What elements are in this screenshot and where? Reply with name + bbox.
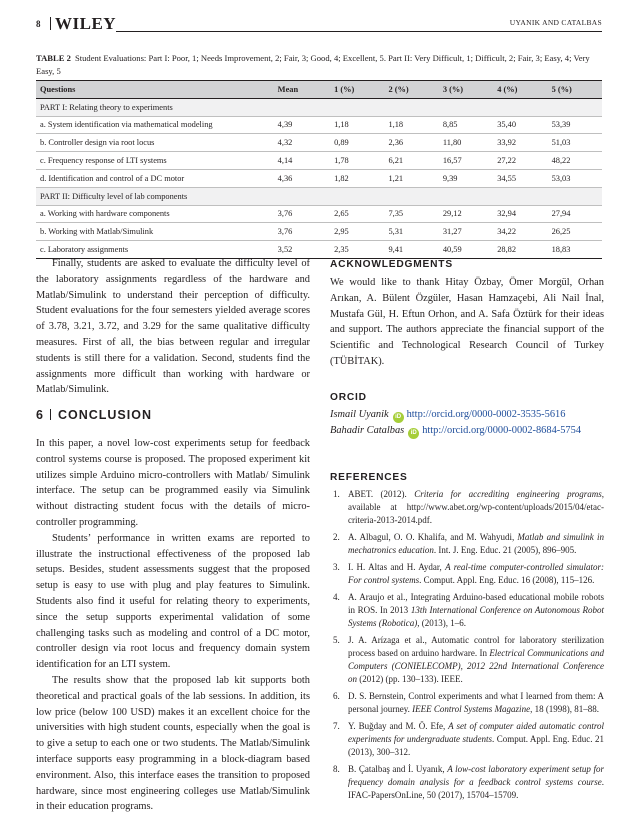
reference-title: Criteria for accrediting engineering programs [414, 489, 602, 499]
reference-text: ABET. (2012). [348, 489, 415, 499]
table-cell: 1,18 [334, 120, 349, 130]
acknowledgments-body [330, 275, 604, 370]
reference-text: J. A. Arízaga et al., Automatic control for laboratory sterilization process based on arduino hardware. In [348, 634, 604, 658]
part2-title: PART II: Difficulty level of lab components [36, 187, 602, 205]
reference-number: 6. [333, 690, 340, 701]
table-cell: c. Frequency response of LTI systems [40, 156, 167, 166]
table-cell: 26,25 [551, 227, 571, 237]
orcid-link[interactable]: http://orcid.org/0000-0002-3535-5616 [406, 409, 566, 420]
reference-text: . IFAC-PapersOnLine, 50 (2017), 15704–15709. [348, 776, 604, 800]
author-name: Bahadir Catalbas [330, 425, 405, 436]
table-cell: 34,55 [497, 173, 517, 183]
table-section-row [36, 98, 602, 116]
section-heading-references: REFERENCES [330, 472, 408, 483]
page-number: 8 [36, 19, 41, 29]
reference-title: 13th International Conference on Autonomous Robot Systems (Robotica) [348, 604, 604, 628]
table-cell: 32,94 [497, 209, 517, 219]
reference-number: 1. [333, 489, 340, 499]
table-row [36, 134, 602, 152]
table-cell: 28,82 [497, 245, 517, 255]
reference-text: I. H. Altas and H. Aydar, [348, 561, 446, 572]
orcid-link[interactable]: http://orcid.org/0000-0002-8684-5754 [422, 425, 582, 436]
table-cell: 27,22 [497, 156, 517, 166]
column-header: Mean [274, 81, 330, 99]
table-cell: 16,57 [442, 156, 462, 166]
table-cell: 35,40 [497, 120, 517, 130]
section-heading-orcid: ORCID [330, 392, 367, 403]
column-header: 2 (%) [384, 81, 438, 99]
table-header-row [36, 81, 602, 99]
column-header: 5 (%) [548, 81, 602, 99]
reference-text: Y. Buğday and M. Ö. Efe, [348, 720, 449, 731]
reference-text: A. Araujo et al., Integrating Arduino-based educational mobile robots in ROS. In 2013 [348, 591, 604, 615]
reference-item [330, 720, 604, 760]
reference-number: 5. [333, 634, 340, 645]
table-cell: 31,27 [442, 227, 462, 237]
table-cell: 8,85 [442, 120, 458, 130]
table-cell: 5,31 [388, 227, 404, 237]
reference-number: 4. [333, 591, 340, 602]
table-caption-text: Student Evaluations: Part I: Poor, 1; Needs Improvement, 2; Fair, 3; Good, 4; Excellent, 5. Part II: Very Difficult, 1; Difficult, 2; Fair, 3; Easy, 4; Very Easy, 5 [36, 53, 590, 76]
section-title: CONCLUSION [57, 408, 152, 422]
reference-item [330, 763, 604, 803]
table-cell: 40,59 [442, 245, 462, 255]
table-cell: 2,95 [334, 227, 349, 237]
table-cell: 1,18 [388, 120, 404, 130]
orcid-icon: iD [393, 412, 404, 423]
reference-item [330, 591, 604, 631]
table-cell: 4,39 [277, 120, 293, 130]
table-cell: 9,39 [442, 173, 458, 183]
reference-number: 2. [333, 532, 340, 542]
author-name: Ismail Uyanik [330, 409, 389, 420]
section-heading-conclusion [36, 408, 310, 424]
orcid-list [330, 407, 604, 439]
intro-paragraph [36, 256, 310, 398]
conclusion-body [36, 436, 310, 815]
paragraph: Finally, students are asked to evaluate the difficulty level of the laboratory assignments regardless of the hardware and Matlab/Simulink to understand their perception of difficulty. Student evaluations for the four semesters yielded average scores of 3.78, 3.21, 3.72, and 3.29 for the same qualitative difficulty measures. First of all, the bias between regular and irregular students is still there for a validation. Second, students find the assignments more difficult than working with hardware or Matlab/Simulink. [36, 258, 310, 396]
reference-text: . Comput. Appl. Eng. Educ. 21 (2013), 300–312. [348, 733, 604, 757]
reference-item [330, 531, 604, 557]
reference-text: , available at http://www.abet.org/wp-content/uploads/2015/04/etac-criteria-2013-2014.pdf. [348, 489, 605, 526]
reference-text: , 18 (1998), 81–88. [530, 704, 600, 714]
section-separator [50, 409, 51, 420]
table-row [36, 169, 602, 187]
table-cell: b. Working with Matlab/Simulink [40, 227, 154, 237]
reference-title: Electrical Communications and Computers (CONIELECOMP), 2012 22nd International Conference on [348, 647, 604, 685]
table-cell: 29,12 [442, 209, 462, 219]
reference-text: , (2013), 1–6. [417, 618, 466, 628]
reference-number: 8. [333, 763, 340, 774]
table-cell: c. Laboratory assignments [40, 245, 129, 255]
reference-number: 3. [333, 561, 340, 572]
table-cell: 3,52 [277, 245, 293, 255]
reference-text: . Int. J. Eng. Educ. 21 (2005), 896–905. [433, 545, 577, 556]
table-cell: 34,22 [497, 227, 517, 237]
orcid-icon: iD [408, 428, 419, 439]
table-section-row [36, 187, 602, 205]
table-caption [36, 52, 602, 78]
publisher-logo: WILEY [55, 14, 117, 33]
reference-text: . Comput. Appl. Eng. Educ. 16 (2008), 115–126. [419, 575, 595, 585]
table-cell: 1,82 [334, 173, 349, 183]
paragraph: Students’ performance in written exams are reported to illustrate the instructional effectiveness of the proposed lab setups. Besides, student assessments suggest that the proposed setup is easy to use with plug and play features to Simulink. Students also find it useful for relating theory to experiments, since the setup supports experimental validation of some challenging tasks such as modeling and control of a DC motor, controller design via root locus and frequency domain system identification for an LTI system. [36, 532, 310, 671]
table-cell: 53,39 [551, 120, 571, 130]
reference-text: A. Albagul, O. O. Khalifa, and M. Wahyudi, [348, 532, 518, 542]
table-cell: b. Controller design via root locus [40, 138, 155, 148]
reference-item [330, 690, 604, 716]
part1-title: PART I: Relating theory to experiments [36, 98, 602, 116]
table-cell: 9,41 [388, 245, 404, 255]
header-rule [116, 31, 602, 32]
reference-number: 7. [333, 720, 340, 731]
paragraph: In this paper, a novel low-cost experiments setup for feedback control systems course is proposed. The proposed experiment kit utilizes simple Arduino micro-controllers with Matlab/ Simulink interface. The setup can be programmed easily via Simulink without distracting student focus with the details of micro-controller programming. [36, 438, 310, 528]
table-cell: a. System identification via mathematical modeling [40, 120, 213, 130]
orcid-entry [330, 423, 604, 439]
column-header: 1 (%) [330, 81, 384, 99]
table-cell: 2,36 [388, 138, 404, 148]
column-header: 3 (%) [439, 81, 493, 99]
references-list [330, 488, 604, 806]
section-number: 6 [36, 408, 44, 422]
table-cell: 18,83 [551, 245, 571, 255]
student-evaluations-table [36, 80, 602, 259]
table-row [36, 152, 602, 170]
table-cell: 33,92 [497, 138, 517, 148]
reference-item [330, 488, 604, 528]
column-header: 4 (%) [493, 81, 547, 99]
section-heading-acknowledgments: ACKNOWLEDGMENTS [330, 259, 453, 270]
reference-title: Matlab and simulink in mechatronics education [348, 532, 604, 556]
page-header [36, 12, 602, 38]
column-header: Questions [36, 81, 274, 99]
paragraph: The results show that the proposed lab kit supports both theoretical and practical goals of the lab sessions. In addition, its low price (below 100 USD) makes it an excellent choice for the universities with high student counts, especially when the goal is to give a setup to each one or two students. The Matlab/Simulink interface supports easy programming in a block-diagram based environment. Also, this interface eases the transition to proposed hardware, since most engineering colleges use Matlab/Simulink in their education programs. [36, 674, 310, 813]
reference-item [330, 561, 604, 587]
reference-text: D. S. Bernstein, Control experiments and what I learned from them: A personal journey. [348, 690, 604, 714]
table-cell: d. Identification and control of a DC motor [40, 173, 185, 183]
running-head: UYANIK AND CATALBAS [509, 18, 602, 27]
table-cell: 1,21 [388, 173, 404, 183]
table-cell: 7,35 [388, 209, 404, 219]
table-cell: 2,35 [334, 245, 349, 255]
table-cell: 11,80 [442, 138, 462, 148]
table-row [36, 116, 602, 134]
table-cell: 1,78 [334, 156, 349, 166]
table-cell: 48,22 [551, 156, 571, 166]
table-cell: 6,21 [388, 156, 404, 166]
table-cell: 3,76 [277, 227, 293, 237]
table-row [36, 205, 602, 223]
reference-title: A real-time computer-controlled simulator: For control systems [348, 561, 604, 585]
reference-title: A low-cost laboratory experiment setup for frequency domain analysis for a feedback control systems course [348, 763, 604, 787]
table-cell: 27,94 [551, 209, 571, 219]
table-cell: 53,03 [551, 173, 571, 183]
table-cell: 51,03 [551, 138, 571, 148]
table-cell: a. Working with hardware components [40, 209, 170, 219]
table-cell: 2,65 [334, 209, 349, 219]
reference-title: IEEE Control Systems Magazine [412, 704, 531, 714]
reference-title: A set of computer aided automatic control experiments for undergraduate students [348, 720, 604, 744]
reference-text: (2012) (pp. 130–133). IEEE. [357, 674, 463, 685]
paragraph: We would like to thank Hitay Özbay, Ömer Morgül, Orhan Arıkan, A. Bülent Özgüler, Hasan Hamzaçebi, Ali Nail İnal, Mustafa Gül, H. Eftun Orhon, and A. Safa Öztürk for their ideas and support. The authors appreciate the financial support of the Scientific and Technological Research Council of Turkey (TÜBİTAK). [330, 277, 604, 367]
table-cell: 4,36 [277, 173, 293, 183]
orcid-entry [330, 407, 604, 423]
reference-item [330, 634, 604, 687]
table-cell: 4,32 [277, 138, 293, 148]
table-cell: 4,14 [277, 156, 293, 166]
table-cell: 0,89 [334, 138, 349, 148]
reference-text: B. Çatalbaş and İ. Uyanık, [348, 763, 448, 774]
table-row [36, 223, 602, 241]
table-cell: 3,76 [277, 209, 293, 219]
table-label: TABLE 2 [36, 53, 71, 63]
header-divider [50, 17, 51, 30]
